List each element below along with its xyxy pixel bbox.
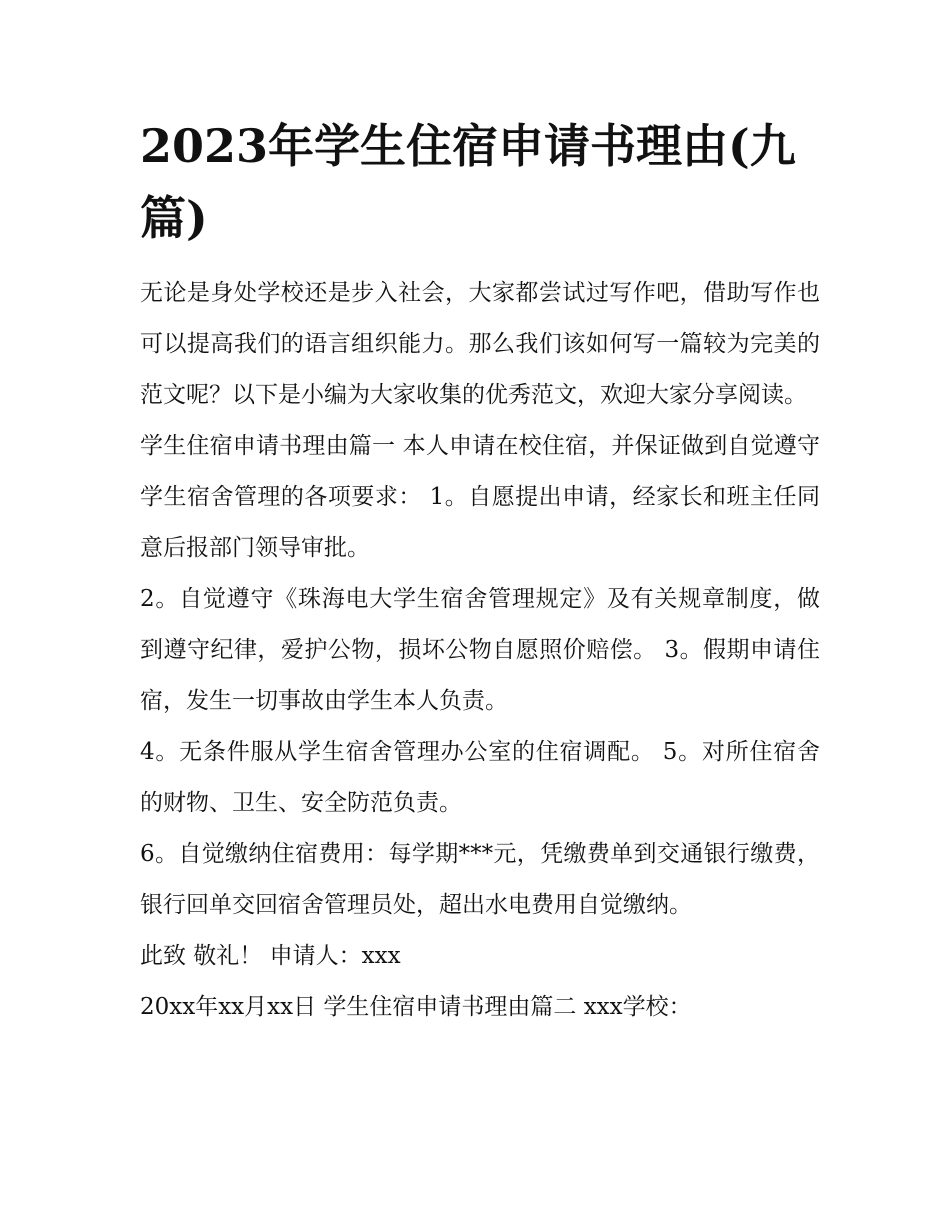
paragraph-item-2-3: 2。自觉遵守《珠海电大学生宿舍管理规定》及有关规章制度，做到遵守纪律，爱护公物，损坏公物自愿照价赔偿。 3。假期申请住宿，发生一切事故由学生本人负责。 (140, 586, 820, 714)
document-title: 2023年学生住宿申请书理由(九篇) (140, 119, 796, 245)
paragraph-closing: 此致 敬礼！ 申请人：xxx (140, 943, 401, 969)
document-page (140, 110, 820, 1033)
paragraph-item-4-5: 4。无条件服从学生宿舍管理办公室的住宿调配。 5。对所住宿舍的财物、卫生、安全防范负责。 (140, 739, 820, 816)
paragraph-intro: 无论是身处学校还是步入社会，大家都尝试过写作吧，借助写作也可以提高我们的语言组织能力。那么我们该如何写一篇较为完美的范文呢？以下是小编为大家收集的优秀范文，欢迎大家分享阅读。 (140, 280, 820, 408)
paragraph-item-6: 6。自觉缴纳住宿费用：每学期***元，凭缴费单到交通银行缴费，银行回单交回宿舍管理员处，超出水电费用自觉缴纳。 (140, 841, 820, 918)
paragraph-date: 20xx年xx月xx日 学生住宿申请书理由篇二 xxx学校： (140, 994, 692, 1020)
paragraph-item-1: 学生住宿申请书理由篇一 本人申请在校住宿，并保证做到自觉遵守学生宿舍管理的各项要求： 1。自愿提出申请，经家长和班主任同意后报部门领导审批。 (140, 433, 820, 561)
